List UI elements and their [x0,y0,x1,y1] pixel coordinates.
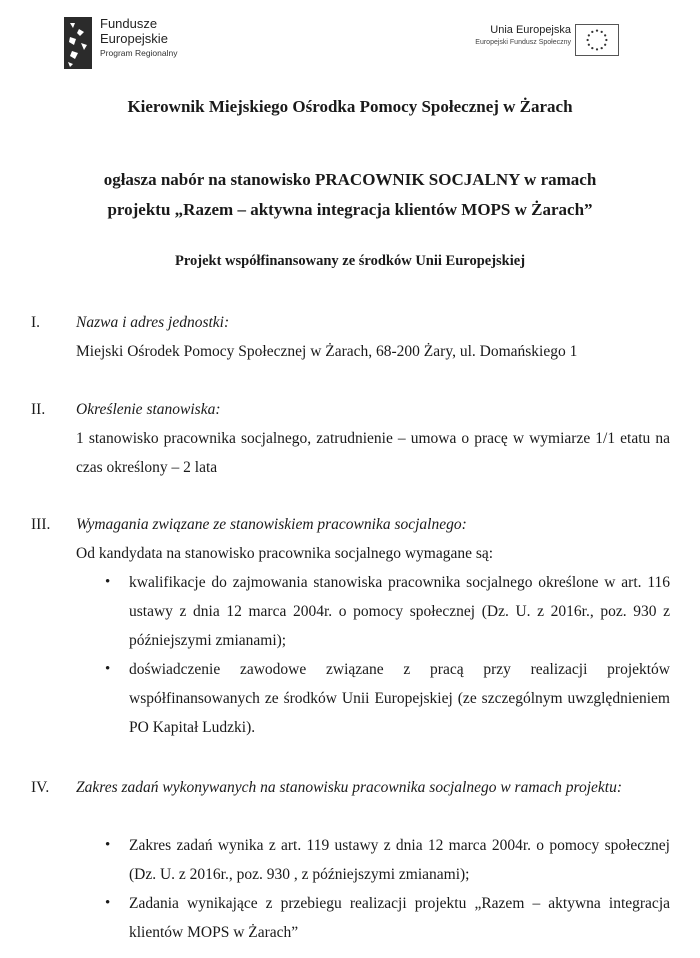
section-intro: Od kandydata na stanowisko pracownika socjalnego wymagane są: [76,545,494,562]
list-item: • kwalifikacje do zajmowania stanowiska pracownika socjalnego określone w art. 116 ustawy z dnia 12 marca 2004r. o pomocy społecznej (Dz. U. z 2016r., poz. 930 z późniejszymi zmianami); [76,568,670,655]
section-number: I. [31,314,41,331]
tasks-list [76,831,670,947]
document-title: Kierownik Miejskiego Ośrodka Pomocy Społecznej w Żarach [127,97,573,116]
requirements-list [76,568,670,742]
section-number: IV. [31,779,50,796]
logo-text-line1: Fundusze [100,16,158,31]
section-number: III. [31,516,51,533]
section-title: Określenie stanowiska: [76,401,221,418]
eu-flag-icon [575,24,619,56]
logo-text-line2: Europejskie [100,31,168,46]
logo-text-line3: Program Regionalny [100,48,178,58]
list-item: • doświadczenie zawodowe związane z pracą przy realizacji projektów współfinansowanych ze środków Unii Europejskiej (ze szczególnym uwzględnieniem PO Kapitał Ludzki). [76,655,670,742]
section-title: Wymagania związane ze stanowiskiem pracownika socjalnego: [76,516,467,533]
section-text: 1 stanowisko pracownika socjalnego, zatrudnienie – umowa o pracę w wymiarze 1/1 etatu na czas określony – 2 lata [76,430,670,476]
cofinancing-note: Projekt współfinansowany ze środków Unii Europejskiej [174,253,526,269]
ue-logo-subtitle: Europejski Fundusz Społeczny [475,39,571,46]
announcement-line2: projektu „Razem – aktywna integracja klientów MOPS w Żarach” [107,200,593,219]
section-text: Miejski Ośrodek Pomocy Społecznej w Żarach, 68-200 Żary, ul. Domańskiego 1 [76,343,578,360]
ue-logo-title: Unia Europejska [490,24,571,36]
section-title: Zakres zadań wykonywanych na stanowisku pracownika socjalnego w ramach projektu: [76,779,623,796]
section-title: Nazwa i adres jednostki: [76,314,230,331]
unia-europejska-logo [452,24,627,60]
list-item: • Zadania wynikające z przebiegu realizacji projektu „Razem – aktywna integracja klientów MOPS w Żarach” [76,889,670,947]
section-number: II. [31,401,46,418]
announcement-line1: ogłasza nabór na stanowisko PRACOWNIK SOCJALNY w ramach [103,170,597,189]
announcement-heading [0,165,700,225]
fundusze-europejskie-logo [64,14,204,70]
list-item: • Zakres zadań wynika z art. 119 ustawy z dnia 12 marca 2004r. o pomocy społecznej (Dz. U. z 2016r., poz. 930 , z późniejszymi zmianami); [76,831,670,889]
fundusze-europejskie-mark-icon [64,17,92,69]
